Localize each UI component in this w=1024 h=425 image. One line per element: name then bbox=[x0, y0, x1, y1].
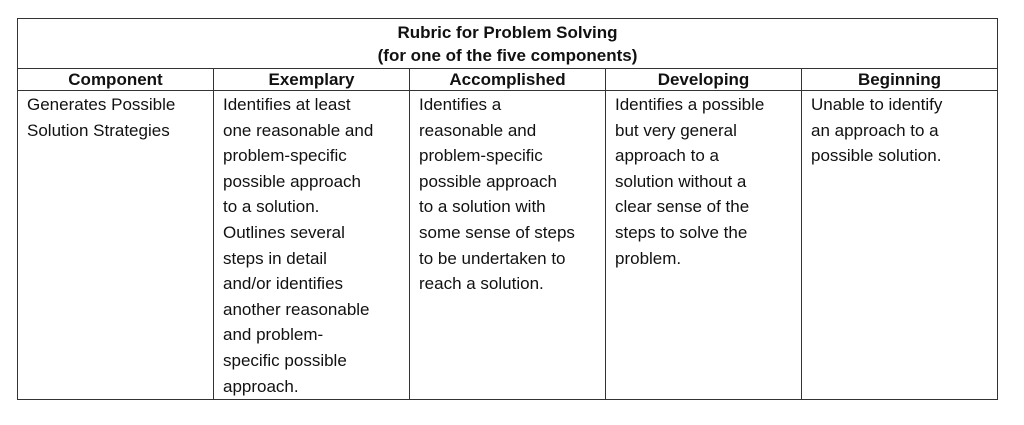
text-line: and/or identifies bbox=[223, 274, 344, 294]
text-line: Outlines several bbox=[223, 222, 345, 242]
table-row bbox=[18, 91, 998, 400]
title-line-1: Rubric for Problem Solving bbox=[397, 23, 618, 42]
text-line: specific possible bbox=[223, 350, 347, 370]
header-developing: Developing bbox=[606, 69, 802, 91]
text-line: steps in detail bbox=[223, 248, 327, 268]
text-line: an approach to a bbox=[811, 120, 939, 140]
text-line: approach to a bbox=[615, 146, 719, 166]
text-line: possible solution. bbox=[811, 146, 942, 166]
cell-accomplished bbox=[410, 91, 606, 400]
text-line: one reasonable and bbox=[223, 120, 374, 140]
text-line: problem-specific bbox=[419, 146, 543, 166]
title-row bbox=[18, 19, 998, 69]
text-line: Generates Possible bbox=[27, 95, 176, 114]
text-line: Unable to identify bbox=[811, 95, 943, 114]
text-line: Solution Strategies bbox=[27, 120, 170, 140]
text-line: but very general bbox=[615, 120, 737, 140]
text-line: another reasonable bbox=[223, 299, 370, 319]
rubric-table bbox=[17, 18, 998, 400]
text-line: possible approach bbox=[223, 171, 361, 191]
text-line: solution without a bbox=[615, 171, 747, 191]
text-line: to be undertaken to bbox=[419, 248, 566, 268]
header-accomplished: Accomplished bbox=[410, 69, 606, 91]
header-row bbox=[18, 69, 998, 91]
text-line: problem. bbox=[615, 248, 682, 268]
cell-developing bbox=[606, 91, 802, 400]
header-component: Component bbox=[18, 69, 214, 91]
title-line-2: (for one of the five components) bbox=[377, 46, 638, 65]
text-line: clear sense of the bbox=[615, 197, 750, 217]
text-line: Identifies at least bbox=[223, 95, 351, 114]
text-line: Identifies a possible bbox=[615, 95, 765, 114]
text-line: to a solution with bbox=[419, 197, 546, 217]
header-exemplary: Exemplary bbox=[214, 69, 410, 91]
header-beginning: Beginning bbox=[802, 69, 998, 91]
text-line: approach. bbox=[223, 376, 299, 396]
cell-exemplary bbox=[214, 91, 410, 400]
text-line: reasonable and bbox=[419, 120, 537, 140]
text-line: to a solution. bbox=[223, 197, 320, 217]
text-line: possible approach bbox=[419, 171, 557, 191]
text-line: some sense of steps bbox=[419, 222, 575, 242]
text-line: problem-specific bbox=[223, 146, 347, 166]
text-line: steps to solve the bbox=[615, 222, 748, 242]
text-line: and problem- bbox=[223, 325, 324, 345]
text-line: Identifies a bbox=[419, 95, 502, 114]
cell-beginning bbox=[802, 91, 998, 400]
table-title bbox=[18, 19, 998, 69]
text-line: reach a solution. bbox=[419, 274, 544, 294]
cell-component bbox=[18, 91, 214, 400]
